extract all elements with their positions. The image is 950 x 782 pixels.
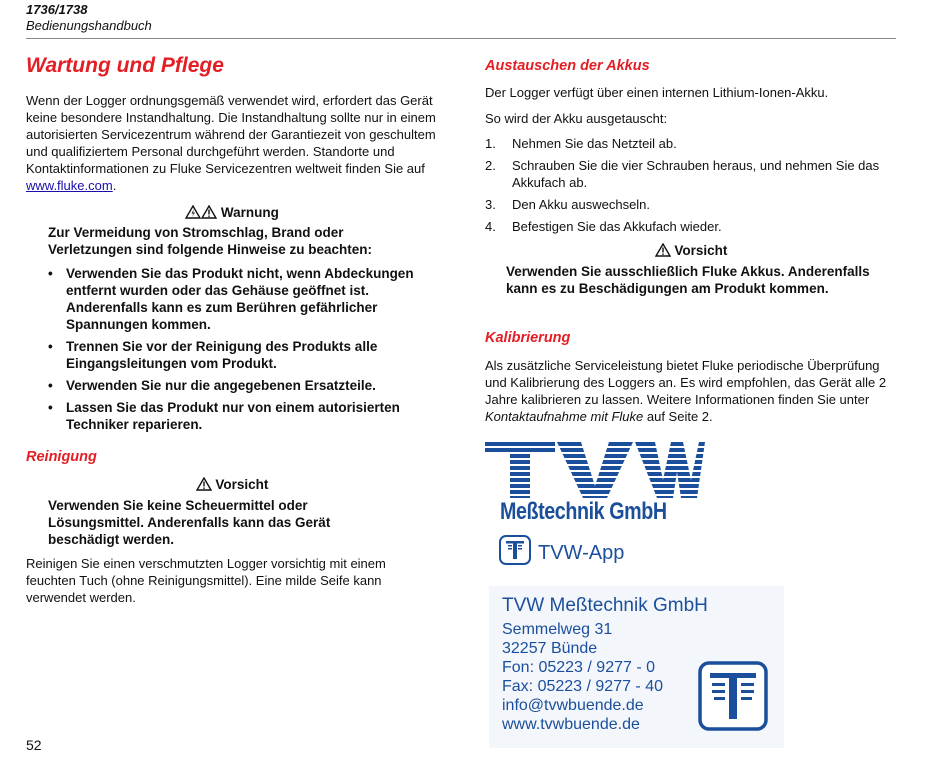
app-label[interactable]: TVW-App: [538, 542, 625, 564]
calibration-tail: auf Seite 2.: [643, 409, 713, 424]
cleaning-caution-title: [26, 477, 438, 494]
manual-subtitle: Bedienungshandbuch: [26, 18, 152, 33]
caution-label: Vorsicht: [215, 477, 269, 492]
step-text: Nehmen Sie das Netzteil ab.: [512, 136, 677, 151]
warning-item: • Verwenden Sie nur die angegebenen Ersatzteile.: [48, 377, 428, 394]
warning-intro: Zur Vermeidung von Stromschlag, Brand oder Verletzungen sind folgende Hinweise zu beachten:: [48, 225, 373, 257]
warning-label: Warnung: [220, 205, 279, 220]
step-item: [485, 135, 897, 152]
contact-website[interactable]: www.tvwbuende.de: [502, 716, 640, 733]
company-tagline: Meßtechnik GmbH: [500, 498, 667, 525]
contact-email[interactable]: info@tvwbuende.de: [502, 697, 644, 714]
battery-caution-text: Verwenden Sie ausschließlich Fluke Akkus. Anderenfalls kann es zu Beschädigungen am Produkt kommen.: [506, 264, 870, 296]
warning-item: • Trennen Sie vor der Reinigung des Produkts alle Eingangsleitungen vom Produkt.: [48, 338, 428, 372]
step-item: [485, 196, 897, 213]
caution-icon: [196, 477, 212, 494]
step-item: [485, 157, 897, 191]
intro-tail: .: [112, 178, 117, 193]
calibration-text: [485, 357, 897, 425]
step-number: 3.: [485, 197, 496, 212]
warning-list: [48, 265, 428, 438]
shock-warning-icon: [185, 205, 201, 222]
contact-street: Semmelweg 31: [502, 621, 613, 638]
step-number: 2.: [485, 158, 496, 173]
fluke-link[interactable]: www.fluke.com: [26, 178, 113, 193]
warning-title: [26, 205, 438, 222]
app-icon[interactable]: [499, 535, 531, 570]
step-text: Befestigen Sie das Akkufach wieder.: [512, 219, 722, 234]
header-divider: [26, 38, 896, 39]
warning-item: • Lassen Sie das Produkt nur von einem autorisierten Techniker reparieren.: [48, 399, 428, 433]
cleaning-text: Reinigen Sie einen verschmutzten Logger vorsichtig mit einem feuchten Tuch (ohne Reinigungsmittel). Eine milde Seife kann verwendet werden.: [26, 556, 386, 605]
cleaning-caution-text: Verwenden Sie keine Scheuermittel oder Lösungsmittel. Anderenfalls kann das Gerät beschädigt werden.: [48, 498, 331, 547]
step-text: Den Akku auswechseln.: [512, 197, 651, 212]
warning-icon: [201, 205, 217, 222]
calibration-heading: Kalibrierung: [485, 330, 571, 346]
intro-text: Wenn der Logger ordnungsgemäß verwendet wird, erfordert das Gerät keine besondere Instandhaltung. Die Instandhaltung sollte nur in einem autorisierten Servicezentrum während der Garantiezeit von geschultem und qualifiziertem Personal durchgeführt werden. Standorte und Kontaktinformationen zu Fluke Servicezentren weltweit finden Sie auf: [26, 93, 436, 176]
tvw-emblem-icon: [698, 661, 768, 736]
battery-text-2: So wird der Akku ausgetauscht:: [485, 111, 668, 126]
contact-fax: Fax: 05223 / 9277 - 40: [502, 678, 663, 695]
contact-company: TVW Meßtechnik GmbH: [502, 595, 708, 616]
contact-phone: Fon: 05223 / 9277 - 0: [502, 659, 655, 676]
battery-text-1: Der Logger verfügt über einen internen Lithium-Ionen-Akku.: [485, 85, 829, 100]
maintenance-intro: [26, 92, 438, 194]
calibration-reference: Kontaktaufnahme mit Fluke: [485, 409, 644, 424]
battery-heading: Austauschen der Akkus: [485, 58, 650, 74]
battery-steps: [485, 135, 897, 240]
calibration-body: Als zusätzliche Serviceleistung bietet Fluke periodische Überprüfung und Kalibrierung des Loggers an. Es wird empfohlen, das Gerät alle 2 Jahre kalibrieren zu lassen. Weitere Informationen finden Sie unter: [485, 358, 887, 407]
step-number: 1.: [485, 136, 496, 151]
battery-caution-title: [485, 243, 897, 260]
step-number: 4.: [485, 219, 496, 234]
cleaning-heading: Reinigung: [26, 449, 97, 465]
step-text: Schrauben Sie die vier Schrauben heraus, und nehmen Sie das Akkufach ab.: [512, 158, 880, 190]
caution-label: Vorsicht: [674, 243, 728, 258]
contact-city: 32257 Bünde: [502, 640, 598, 657]
page-number: 52: [26, 737, 42, 753]
manual-model: 1736/1738: [26, 2, 88, 17]
caution-icon: [655, 243, 671, 260]
warning-item: • Verwenden Sie das Produkt nicht, wenn Abdeckungen entfernt wurden oder das Gehäuse geöffnet ist. Anderenfalls kann es zum Berühren gefährlicher Spannungen kommen.: [48, 265, 428, 333]
step-item: [485, 218, 897, 235]
page-title: Wartung und Pflege: [26, 54, 224, 77]
